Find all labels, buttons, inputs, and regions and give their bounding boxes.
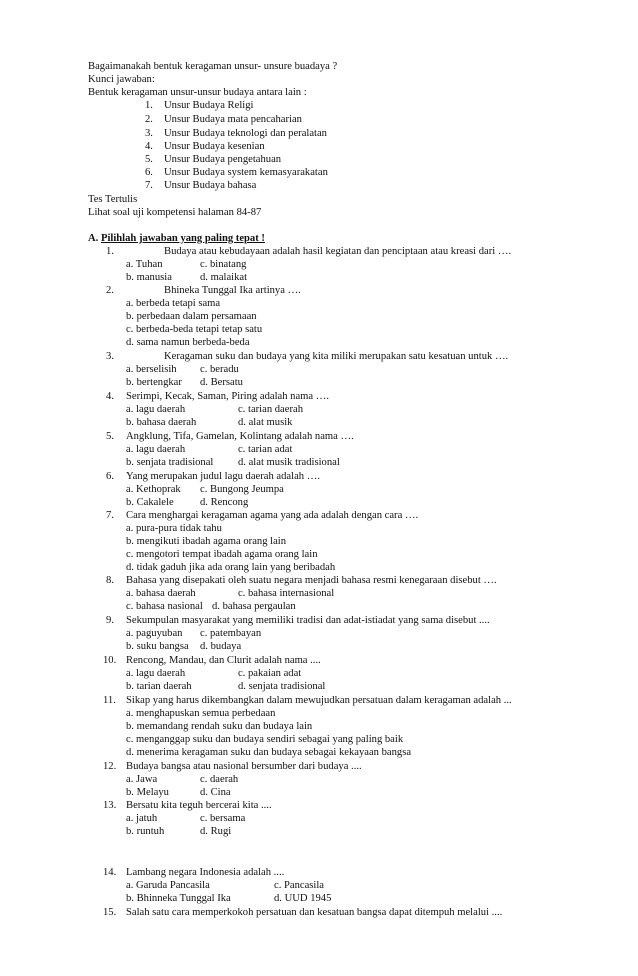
answer-option: b. senjata tradisional: [126, 457, 214, 468]
answer-option: b. perbedaan dalam persamaan: [126, 311, 257, 322]
answer-option: a. lagu daerah: [126, 404, 186, 415]
answer-option: b. bertengkar: [126, 377, 182, 388]
question-text: Budaya atau kebudayaan adalah hasil kegiatan dan penciptaan atau kreasi dari ….: [164, 246, 512, 257]
question-text: Keragaman suku dan budaya yang kita miliki merupakan satu kesatuan untuk ….: [164, 351, 509, 362]
section-title: Pilihlah jawaban yang paling tepat !: [100, 233, 265, 244]
answer-option: c. daerah: [200, 774, 239, 785]
question-text: Serimpi, Kecak, Saman, Piring adalah nama ….: [126, 391, 329, 402]
answer-option: a. paguyuban: [126, 628, 183, 639]
answer-option: d. bahasa pergaulan: [212, 601, 296, 612]
question-number: 5.: [106, 431, 114, 442]
answer-option: d. alat musik: [238, 417, 293, 428]
answer-option: b. Bhinneka Tunggal Ika: [126, 893, 231, 904]
list-item-number: 4.: [145, 141, 153, 152]
question-number: 1.: [106, 246, 114, 257]
question-text: Rencong, Mandau, dan Clurit adalah nama ....: [126, 655, 321, 666]
question-number: 3.: [106, 351, 114, 362]
question-number: 11.: [103, 695, 116, 706]
section-heading: [88, 232, 265, 245]
answer-option: c. binatang: [200, 259, 247, 270]
question-number: 10.: [103, 655, 117, 666]
answer-option: a. Tuhan: [126, 259, 163, 270]
question-text: Budaya bangsa atau nasional bersumber dari budaya ....: [126, 761, 362, 772]
question-number: 4.: [106, 391, 114, 402]
intro-question: Bagaimanakah bentuk keragaman unsur- unsure buadaya ?: [88, 61, 338, 72]
answer-option: b. manusia: [126, 272, 172, 283]
question-number: 9.: [106, 615, 114, 626]
answer-option: b. Melayu: [126, 787, 169, 798]
question-text: Sekumpulan masyarakat yang memiliki tradisi dan adat-istiadat yang sama disebut ....: [126, 615, 490, 626]
answer-option: a. berselisih: [126, 364, 177, 375]
answer-option: c. bersama: [200, 813, 246, 824]
question-text: Bhineka Tunggal Ika artinya ….: [164, 285, 301, 296]
answer-option: b. mengikuti ibadah agama orang lain: [126, 536, 287, 547]
answer-option: a. lagu daerah: [126, 668, 186, 679]
answer-option: a. Jawa: [126, 774, 158, 785]
answer-option: d. sama namun berbeda-beda: [126, 337, 250, 348]
answer-option: c. tarian daerah: [238, 404, 303, 415]
answer-key-label: Kunci jawaban:: [88, 74, 155, 85]
list-item: Unsur Budaya Religi: [164, 100, 254, 111]
answer-option: b. memandang rendah suku dan budaya lain: [126, 721, 313, 732]
answer-option: b. tarian daerah: [126, 681, 192, 692]
answer-lead: Bentuk keragaman unsur-unsur budaya antara lain :: [88, 87, 307, 98]
answer-option: c. mengotori tempat ibadah agama orang lain: [126, 549, 318, 560]
question-number: 12.: [103, 761, 117, 772]
answer-option: a. pura-pura tidak tahu: [126, 523, 222, 534]
question-number: 15.: [103, 907, 117, 918]
answer-option: b. bahasa daerah: [126, 417, 197, 428]
answer-option: d. Cina: [200, 787, 231, 798]
answer-option: a. bahasa daerah: [126, 588, 196, 599]
answer-option: d. menerima keragaman suku dan budaya sebagai kekayaan bangsa: [126, 747, 412, 758]
answer-option: c. menganggap suku dan budaya sendiri sebagai yang paling baik: [126, 734, 404, 745]
list-item-number: 2.: [145, 114, 153, 125]
answer-option: a. berbeda tetapi sama: [126, 298, 221, 309]
list-item-number: 3.: [145, 128, 153, 139]
list-item: Unsur Budaya bahasa: [164, 180, 257, 191]
question-text: Cara menghargai keragaman agama yang ada adalah dengan cara ….: [126, 510, 419, 521]
list-item-number: 1.: [145, 100, 153, 111]
question-number: 14.: [103, 867, 117, 878]
answer-option: d. malaikat: [200, 272, 248, 283]
test-reference: Lihat soal uji kompetensi halaman 84-87: [88, 207, 262, 218]
question-text: Angklung, Tifa, Gamelan, Kolintang adalah nama ….: [126, 431, 354, 442]
list-item-number: 6.: [145, 167, 153, 178]
list-item: Unsur Budaya kesenian: [164, 141, 265, 152]
answer-option: a. Kethoprak: [126, 484, 181, 495]
answer-option: c. bahasa nasional: [126, 601, 203, 612]
answer-option: c. bahasa internasional: [238, 588, 335, 599]
question-text: Lambang negara Indonesia adalah ....: [126, 867, 285, 878]
answer-option: a. Garuda Pancasila: [126, 880, 210, 891]
answer-option: d. Bersatu: [200, 377, 243, 388]
list-item: Unsur Budaya system kemasyarakatan: [164, 167, 328, 178]
question-number: 7.: [106, 510, 114, 521]
answer-option: b. runtuh: [126, 826, 165, 837]
section-letter: A.: [88, 233, 99, 244]
question-text: Salah satu cara memperkokoh persatuan dan kesatuan bangsa dapat ditempuh melalui ....: [126, 907, 503, 918]
list-item: Unsur Budaya pengetahuan: [164, 154, 282, 165]
answer-option: d. UUD 1945: [274, 893, 332, 904]
question-text: Bersatu kita teguh bercerai kita ....: [126, 800, 272, 811]
answer-option: c. patembayan: [200, 628, 262, 639]
question-text: Sikap yang harus dikembangkan dalam mewujudkan persatuan dalam keragaman adalah ...: [126, 695, 512, 706]
answer-option: d. senjata tradisional: [238, 681, 326, 692]
answer-option: a. jatuh: [126, 813, 158, 824]
list-item: Unsur Budaya teknologi dan peralatan: [164, 128, 327, 139]
list-item: Unsur Budaya mata pencaharian: [164, 114, 302, 125]
answer-option: c. Bungong Jeumpa: [200, 484, 284, 495]
answer-option: a. lagu daerah: [126, 444, 186, 455]
answer-option: c. beradu: [200, 364, 239, 375]
question-number: 2.: [106, 285, 114, 296]
answer-option: d. Rugi: [200, 826, 232, 837]
list-item-number: 5.: [145, 154, 153, 165]
answer-option: b. suku bangsa: [126, 641, 189, 652]
question-number: 13.: [103, 800, 117, 811]
answer-option: d. Rencong: [200, 497, 249, 508]
question-text: Yang merupakan judul lagu daerah adalah ….: [126, 471, 320, 482]
question-number: 8.: [106, 575, 114, 586]
answer-option: d. tidak gaduh jika ada orang lain yang beribadah: [126, 562, 336, 573]
answer-option: c. Pancasila: [274, 880, 325, 891]
question-number: 6.: [106, 471, 114, 482]
answer-option: d. budaya: [200, 641, 242, 652]
question-text: Bahasa yang disepakati oleh suatu negara menjadi bahasa resmi kenegaraan disebut ….: [126, 575, 497, 586]
answer-option: c. berbeda-beda tetapi tetap satu: [126, 324, 263, 335]
list-item-number: 7.: [145, 180, 153, 191]
test-label: Tes Tertulis: [88, 194, 138, 205]
answer-option: a. menghapuskan semua perbedaan: [126, 708, 276, 719]
answer-option: b. Cakalele: [126, 497, 174, 508]
answer-option: c. tarian adat: [238, 444, 293, 455]
answer-option: c. pakaian adat: [238, 668, 302, 679]
answer-option: d. alat musik tradisional: [238, 457, 340, 468]
